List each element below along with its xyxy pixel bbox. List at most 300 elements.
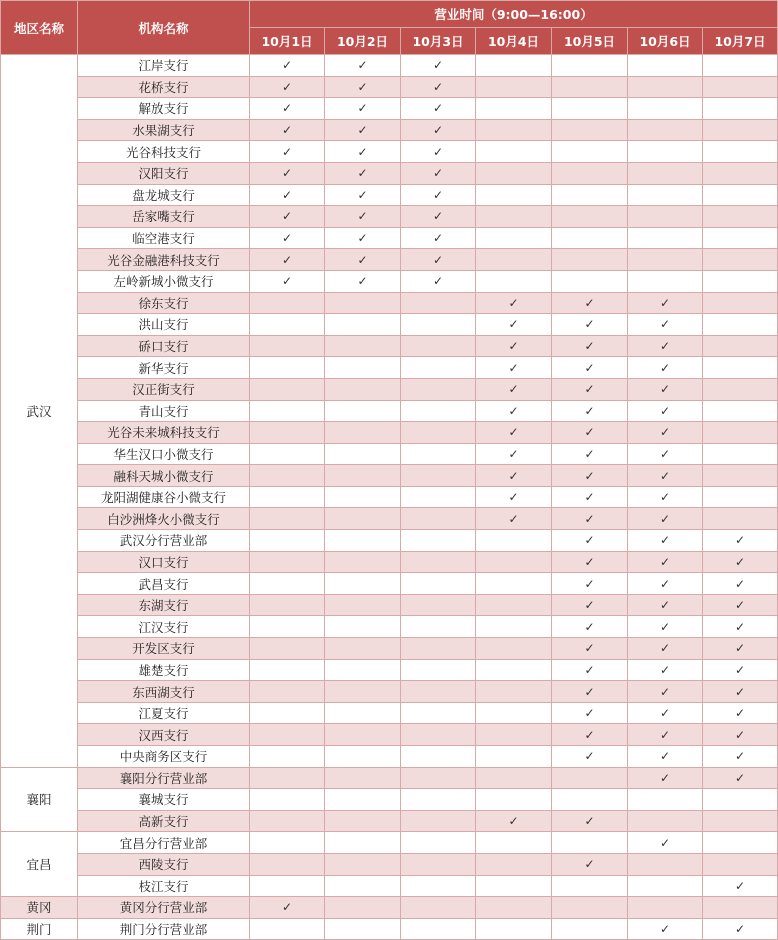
closed-cell — [703, 508, 778, 530]
table-row — [1, 76, 778, 98]
branch-name-cell: 硚口支行 — [78, 335, 250, 357]
check-icon: ✓ — [432, 187, 444, 202]
table-row — [1, 897, 778, 919]
closed-cell — [401, 292, 476, 314]
check-icon: ✓ — [584, 641, 595, 656]
closed-cell — [401, 594, 476, 616]
check-icon: ✓ — [432, 274, 444, 289]
table-row — [1, 875, 778, 897]
check-icon: ✓ — [734, 878, 746, 893]
check-icon: ✓ — [584, 382, 595, 397]
branch-name-cell: 洪山支行 — [78, 314, 250, 336]
check-icon: ✓ — [508, 814, 519, 829]
check-icon: ✓ — [508, 468, 519, 483]
open-check-cell — [552, 616, 628, 638]
closed-cell — [325, 378, 401, 400]
open-check-cell — [401, 162, 476, 184]
check-icon: ✓ — [281, 252, 293, 267]
closed-cell — [476, 918, 552, 940]
branch-name-cell: 高新支行 — [78, 810, 250, 832]
closed-cell — [703, 335, 778, 357]
closed-cell — [476, 551, 552, 573]
check-icon: ✓ — [659, 922, 671, 937]
closed-cell — [401, 314, 476, 336]
closed-cell — [703, 162, 778, 184]
closed-cell — [703, 270, 778, 292]
closed-cell — [552, 789, 628, 811]
closed-cell — [703, 206, 778, 228]
open-check-cell — [476, 422, 552, 444]
open-check-cell — [628, 918, 703, 940]
closed-cell — [476, 573, 552, 595]
open-check-cell — [325, 98, 401, 120]
closed-cell — [703, 249, 778, 271]
table-row — [1, 853, 778, 875]
closed-cell — [250, 422, 325, 444]
closed-cell — [401, 465, 476, 487]
open-check-cell — [250, 98, 325, 120]
closed-cell — [703, 184, 778, 206]
closed-cell — [325, 465, 401, 487]
branch-name-cell: 光谷未来城科技支行 — [78, 422, 250, 444]
table-row — [1, 508, 778, 530]
closed-cell — [476, 702, 552, 724]
check-icon: ✓ — [659, 425, 671, 440]
closed-cell — [325, 616, 401, 638]
check-icon: ✓ — [584, 684, 595, 699]
closed-cell — [401, 616, 476, 638]
table-row — [1, 400, 778, 422]
branch-name-cell: 汉阳支行 — [78, 162, 250, 184]
closed-cell — [250, 789, 325, 811]
check-icon: ✓ — [584, 425, 595, 440]
check-icon: ✓ — [659, 727, 671, 742]
open-check-cell — [552, 378, 628, 400]
open-check-cell — [552, 853, 628, 875]
open-check-cell — [250, 206, 325, 228]
table-row — [1, 659, 778, 681]
open-check-cell — [552, 573, 628, 595]
branch-name-cell: 新华支行 — [78, 357, 250, 379]
closed-cell — [325, 573, 401, 595]
closed-cell — [325, 530, 401, 552]
closed-cell — [552, 98, 628, 120]
open-check-cell — [552, 746, 628, 768]
open-check-cell — [628, 681, 703, 703]
open-check-cell — [628, 594, 703, 616]
open-check-cell — [325, 227, 401, 249]
closed-cell — [628, 897, 703, 919]
check-icon: ✓ — [584, 749, 595, 764]
check-icon: ✓ — [584, 576, 595, 591]
check-icon: ✓ — [357, 209, 368, 224]
closed-cell — [628, 206, 703, 228]
check-icon: ✓ — [281, 274, 293, 289]
table-row — [1, 184, 778, 206]
open-check-cell — [628, 314, 703, 336]
check-icon: ✓ — [734, 641, 746, 656]
open-check-cell — [703, 616, 778, 638]
check-icon: ✓ — [584, 360, 595, 375]
date-header-oct2: 10月2日 — [325, 28, 401, 55]
open-check-cell — [476, 810, 552, 832]
open-check-cell — [401, 55, 476, 77]
table-row — [1, 832, 778, 854]
closed-cell — [401, 573, 476, 595]
check-icon: ✓ — [281, 144, 293, 159]
closed-cell — [250, 551, 325, 573]
closed-cell — [476, 141, 552, 163]
check-icon: ✓ — [357, 144, 368, 159]
open-check-cell — [552, 594, 628, 616]
closed-cell — [325, 551, 401, 573]
closed-cell — [476, 270, 552, 292]
open-check-cell — [628, 724, 703, 746]
closed-cell — [401, 400, 476, 422]
open-check-cell — [552, 702, 628, 724]
closed-cell — [552, 206, 628, 228]
closed-cell — [325, 508, 401, 530]
check-icon: ✓ — [584, 490, 595, 505]
table-row — [1, 314, 778, 336]
closed-cell — [703, 422, 778, 444]
table-row — [1, 789, 778, 811]
closed-cell — [325, 292, 401, 314]
open-check-cell — [552, 638, 628, 660]
closed-cell — [250, 465, 325, 487]
closed-cell — [325, 314, 401, 336]
check-icon: ✓ — [734, 533, 746, 548]
open-check-cell — [250, 76, 325, 98]
closed-cell — [552, 249, 628, 271]
open-check-cell — [476, 465, 552, 487]
check-icon: ✓ — [584, 339, 595, 354]
open-check-cell — [476, 357, 552, 379]
closed-cell — [703, 378, 778, 400]
closed-cell — [476, 746, 552, 768]
hours-header: 营业时间（9:00—16:00） — [250, 1, 778, 28]
closed-cell — [628, 789, 703, 811]
branch-name-cell: 雄楚支行 — [78, 659, 250, 681]
branch-name-cell: 襄城支行 — [78, 789, 250, 811]
check-icon: ✓ — [584, 727, 595, 742]
closed-cell — [250, 853, 325, 875]
table-row — [1, 767, 778, 789]
open-check-cell — [552, 422, 628, 444]
closed-cell — [401, 681, 476, 703]
open-check-cell — [476, 508, 552, 530]
open-check-cell — [250, 119, 325, 141]
table-row — [1, 227, 778, 249]
branch-name-cell: 江岸支行 — [78, 55, 250, 77]
branch-name-cell: 岳家嘴支行 — [78, 206, 250, 228]
closed-cell — [250, 573, 325, 595]
open-check-cell — [325, 55, 401, 77]
open-check-cell — [628, 638, 703, 660]
check-icon: ✓ — [357, 79, 368, 94]
check-icon: ✓ — [281, 79, 293, 94]
closed-cell — [476, 659, 552, 681]
open-check-cell — [552, 681, 628, 703]
closed-cell — [325, 681, 401, 703]
closed-cell — [401, 789, 476, 811]
region-cell: 襄阳 — [1, 767, 78, 832]
check-icon: ✓ — [659, 598, 671, 613]
open-check-cell — [325, 141, 401, 163]
check-icon: ✓ — [659, 382, 671, 397]
open-check-cell — [628, 573, 703, 595]
date-header-oct4: 10月4日 — [476, 28, 552, 55]
table-row — [1, 551, 778, 573]
check-icon: ✓ — [659, 770, 671, 785]
closed-cell — [401, 357, 476, 379]
check-icon: ✓ — [281, 166, 293, 181]
table-row — [1, 378, 778, 400]
closed-cell — [628, 810, 703, 832]
closed-cell — [703, 400, 778, 422]
open-check-cell — [401, 206, 476, 228]
closed-cell — [628, 162, 703, 184]
open-check-cell — [401, 76, 476, 98]
open-check-cell — [401, 184, 476, 206]
check-icon: ✓ — [659, 511, 671, 526]
open-check-cell — [628, 508, 703, 530]
check-icon: ✓ — [508, 317, 519, 332]
closed-cell — [250, 702, 325, 724]
closed-cell — [250, 530, 325, 552]
table-row — [1, 249, 778, 271]
check-icon: ✓ — [584, 317, 595, 332]
open-check-cell — [552, 724, 628, 746]
closed-cell — [325, 422, 401, 444]
closed-cell — [476, 119, 552, 141]
check-icon: ✓ — [508, 360, 519, 375]
open-check-cell — [552, 659, 628, 681]
closed-cell — [628, 76, 703, 98]
check-icon: ✓ — [659, 749, 671, 764]
open-check-cell — [325, 184, 401, 206]
check-icon: ✓ — [357, 274, 368, 289]
date-header-oct7: 10月7日 — [703, 28, 778, 55]
closed-cell — [401, 702, 476, 724]
closed-cell — [703, 897, 778, 919]
table-row — [1, 335, 778, 357]
branch-name-cell: 西陵支行 — [78, 853, 250, 875]
open-check-cell — [628, 702, 703, 724]
check-icon: ✓ — [357, 231, 368, 246]
closed-cell — [401, 853, 476, 875]
check-icon: ✓ — [584, 857, 595, 872]
closed-cell — [325, 400, 401, 422]
check-icon: ✓ — [432, 123, 444, 138]
branch-name-cell: 华生汉口小微支行 — [78, 443, 250, 465]
closed-cell — [401, 638, 476, 660]
closed-cell — [703, 853, 778, 875]
table-row — [1, 530, 778, 552]
closed-cell — [401, 832, 476, 854]
closed-cell — [703, 76, 778, 98]
region-column-header: 地区名称 — [1, 1, 78, 55]
check-icon: ✓ — [659, 533, 671, 548]
closed-cell — [325, 789, 401, 811]
closed-cell — [628, 119, 703, 141]
closed-cell — [250, 400, 325, 422]
open-check-cell — [552, 335, 628, 357]
branch-name-cell: 东西湖支行 — [78, 681, 250, 703]
branch-name-cell: 江夏支行 — [78, 702, 250, 724]
closed-cell — [401, 746, 476, 768]
open-check-cell — [628, 378, 703, 400]
table-row — [1, 702, 778, 724]
check-icon: ✓ — [584, 706, 595, 721]
region-cell: 黄冈 — [1, 897, 78, 919]
closed-cell — [401, 378, 476, 400]
closed-cell — [552, 141, 628, 163]
branch-name-cell: 左岭新城小微支行 — [78, 270, 250, 292]
table-row — [1, 681, 778, 703]
closed-cell — [476, 530, 552, 552]
branch-name-cell: 襄阳分行营业部 — [78, 767, 250, 789]
closed-cell — [552, 119, 628, 141]
branch-name-cell: 枝江支行 — [78, 875, 250, 897]
table-header — [1, 1, 778, 55]
closed-cell — [628, 875, 703, 897]
check-icon: ✓ — [659, 360, 671, 375]
check-icon: ✓ — [508, 403, 519, 418]
closed-cell — [552, 918, 628, 940]
branch-column-header: 机构名称 — [78, 1, 250, 55]
check-icon: ✓ — [357, 187, 368, 202]
closed-cell — [552, 162, 628, 184]
open-check-cell — [401, 119, 476, 141]
check-icon: ✓ — [734, 576, 746, 591]
open-check-cell — [703, 573, 778, 595]
check-icon: ✓ — [659, 662, 671, 677]
closed-cell — [401, 551, 476, 573]
closed-cell — [250, 918, 325, 940]
closed-cell — [250, 486, 325, 508]
open-check-cell — [628, 486, 703, 508]
branch-name-cell: 花桥支行 — [78, 76, 250, 98]
closed-cell — [476, 638, 552, 660]
check-icon: ✓ — [659, 641, 671, 656]
check-icon: ✓ — [659, 468, 671, 483]
branch-name-cell: 徐东支行 — [78, 292, 250, 314]
check-icon: ✓ — [659, 403, 671, 418]
closed-cell — [325, 875, 401, 897]
closed-cell — [476, 594, 552, 616]
branch-name-cell: 开发区支行 — [78, 638, 250, 660]
open-check-cell — [250, 897, 325, 919]
check-icon: ✓ — [508, 490, 519, 505]
date-header-oct5: 10月5日 — [552, 28, 628, 55]
open-check-cell — [703, 724, 778, 746]
closed-cell — [476, 767, 552, 789]
closed-cell — [628, 141, 703, 163]
closed-cell — [325, 767, 401, 789]
table-row — [1, 422, 778, 444]
table-body — [1, 55, 778, 940]
check-icon: ✓ — [584, 468, 595, 483]
closed-cell — [250, 767, 325, 789]
closed-cell — [325, 638, 401, 660]
check-icon: ✓ — [508, 425, 519, 440]
closed-cell — [476, 249, 552, 271]
closed-cell — [401, 530, 476, 552]
table-row — [1, 638, 778, 660]
check-icon: ✓ — [432, 231, 444, 246]
closed-cell — [628, 184, 703, 206]
open-check-cell — [552, 508, 628, 530]
closed-cell — [325, 594, 401, 616]
open-check-cell — [628, 400, 703, 422]
open-check-cell — [703, 746, 778, 768]
closed-cell — [476, 897, 552, 919]
closed-cell — [703, 357, 778, 379]
closed-cell — [325, 897, 401, 919]
closed-cell — [476, 98, 552, 120]
check-icon: ✓ — [281, 58, 293, 73]
check-icon: ✓ — [734, 706, 746, 721]
region-cell: 宜昌 — [1, 832, 78, 897]
open-check-cell — [250, 249, 325, 271]
closed-cell — [325, 486, 401, 508]
table-row — [1, 573, 778, 595]
check-icon: ✓ — [659, 446, 671, 461]
closed-cell — [401, 724, 476, 746]
open-check-cell — [628, 616, 703, 638]
table-row — [1, 162, 778, 184]
date-header-oct6: 10月6日 — [628, 28, 703, 55]
closed-cell — [401, 486, 476, 508]
check-icon: ✓ — [584, 598, 595, 613]
check-icon: ✓ — [432, 252, 444, 267]
open-check-cell — [401, 249, 476, 271]
open-check-cell — [476, 486, 552, 508]
open-check-cell — [552, 357, 628, 379]
check-icon: ✓ — [659, 339, 671, 354]
branch-name-cell: 临空港支行 — [78, 227, 250, 249]
check-icon: ✓ — [584, 403, 595, 418]
open-check-cell — [628, 746, 703, 768]
closed-cell — [476, 681, 552, 703]
check-icon: ✓ — [432, 209, 444, 224]
check-icon: ✓ — [584, 446, 595, 461]
closed-cell — [476, 206, 552, 228]
check-icon: ✓ — [281, 231, 293, 246]
open-check-cell — [476, 314, 552, 336]
closed-cell — [552, 270, 628, 292]
check-icon: ✓ — [432, 101, 444, 116]
check-icon: ✓ — [508, 382, 519, 397]
check-icon: ✓ — [734, 684, 746, 699]
check-icon: ✓ — [734, 770, 746, 785]
check-icon: ✓ — [357, 58, 368, 73]
closed-cell — [552, 832, 628, 854]
check-icon: ✓ — [432, 144, 444, 159]
open-check-cell — [703, 875, 778, 897]
closed-cell — [325, 853, 401, 875]
check-icon: ✓ — [281, 123, 293, 138]
closed-cell — [552, 55, 628, 77]
closed-cell — [325, 724, 401, 746]
closed-cell — [401, 918, 476, 940]
check-icon: ✓ — [584, 814, 595, 829]
table-row — [1, 270, 778, 292]
branch-name-cell: 白沙洲烽火小微支行 — [78, 508, 250, 530]
date-header-oct1: 10月1日 — [250, 28, 325, 55]
open-check-cell — [628, 832, 703, 854]
